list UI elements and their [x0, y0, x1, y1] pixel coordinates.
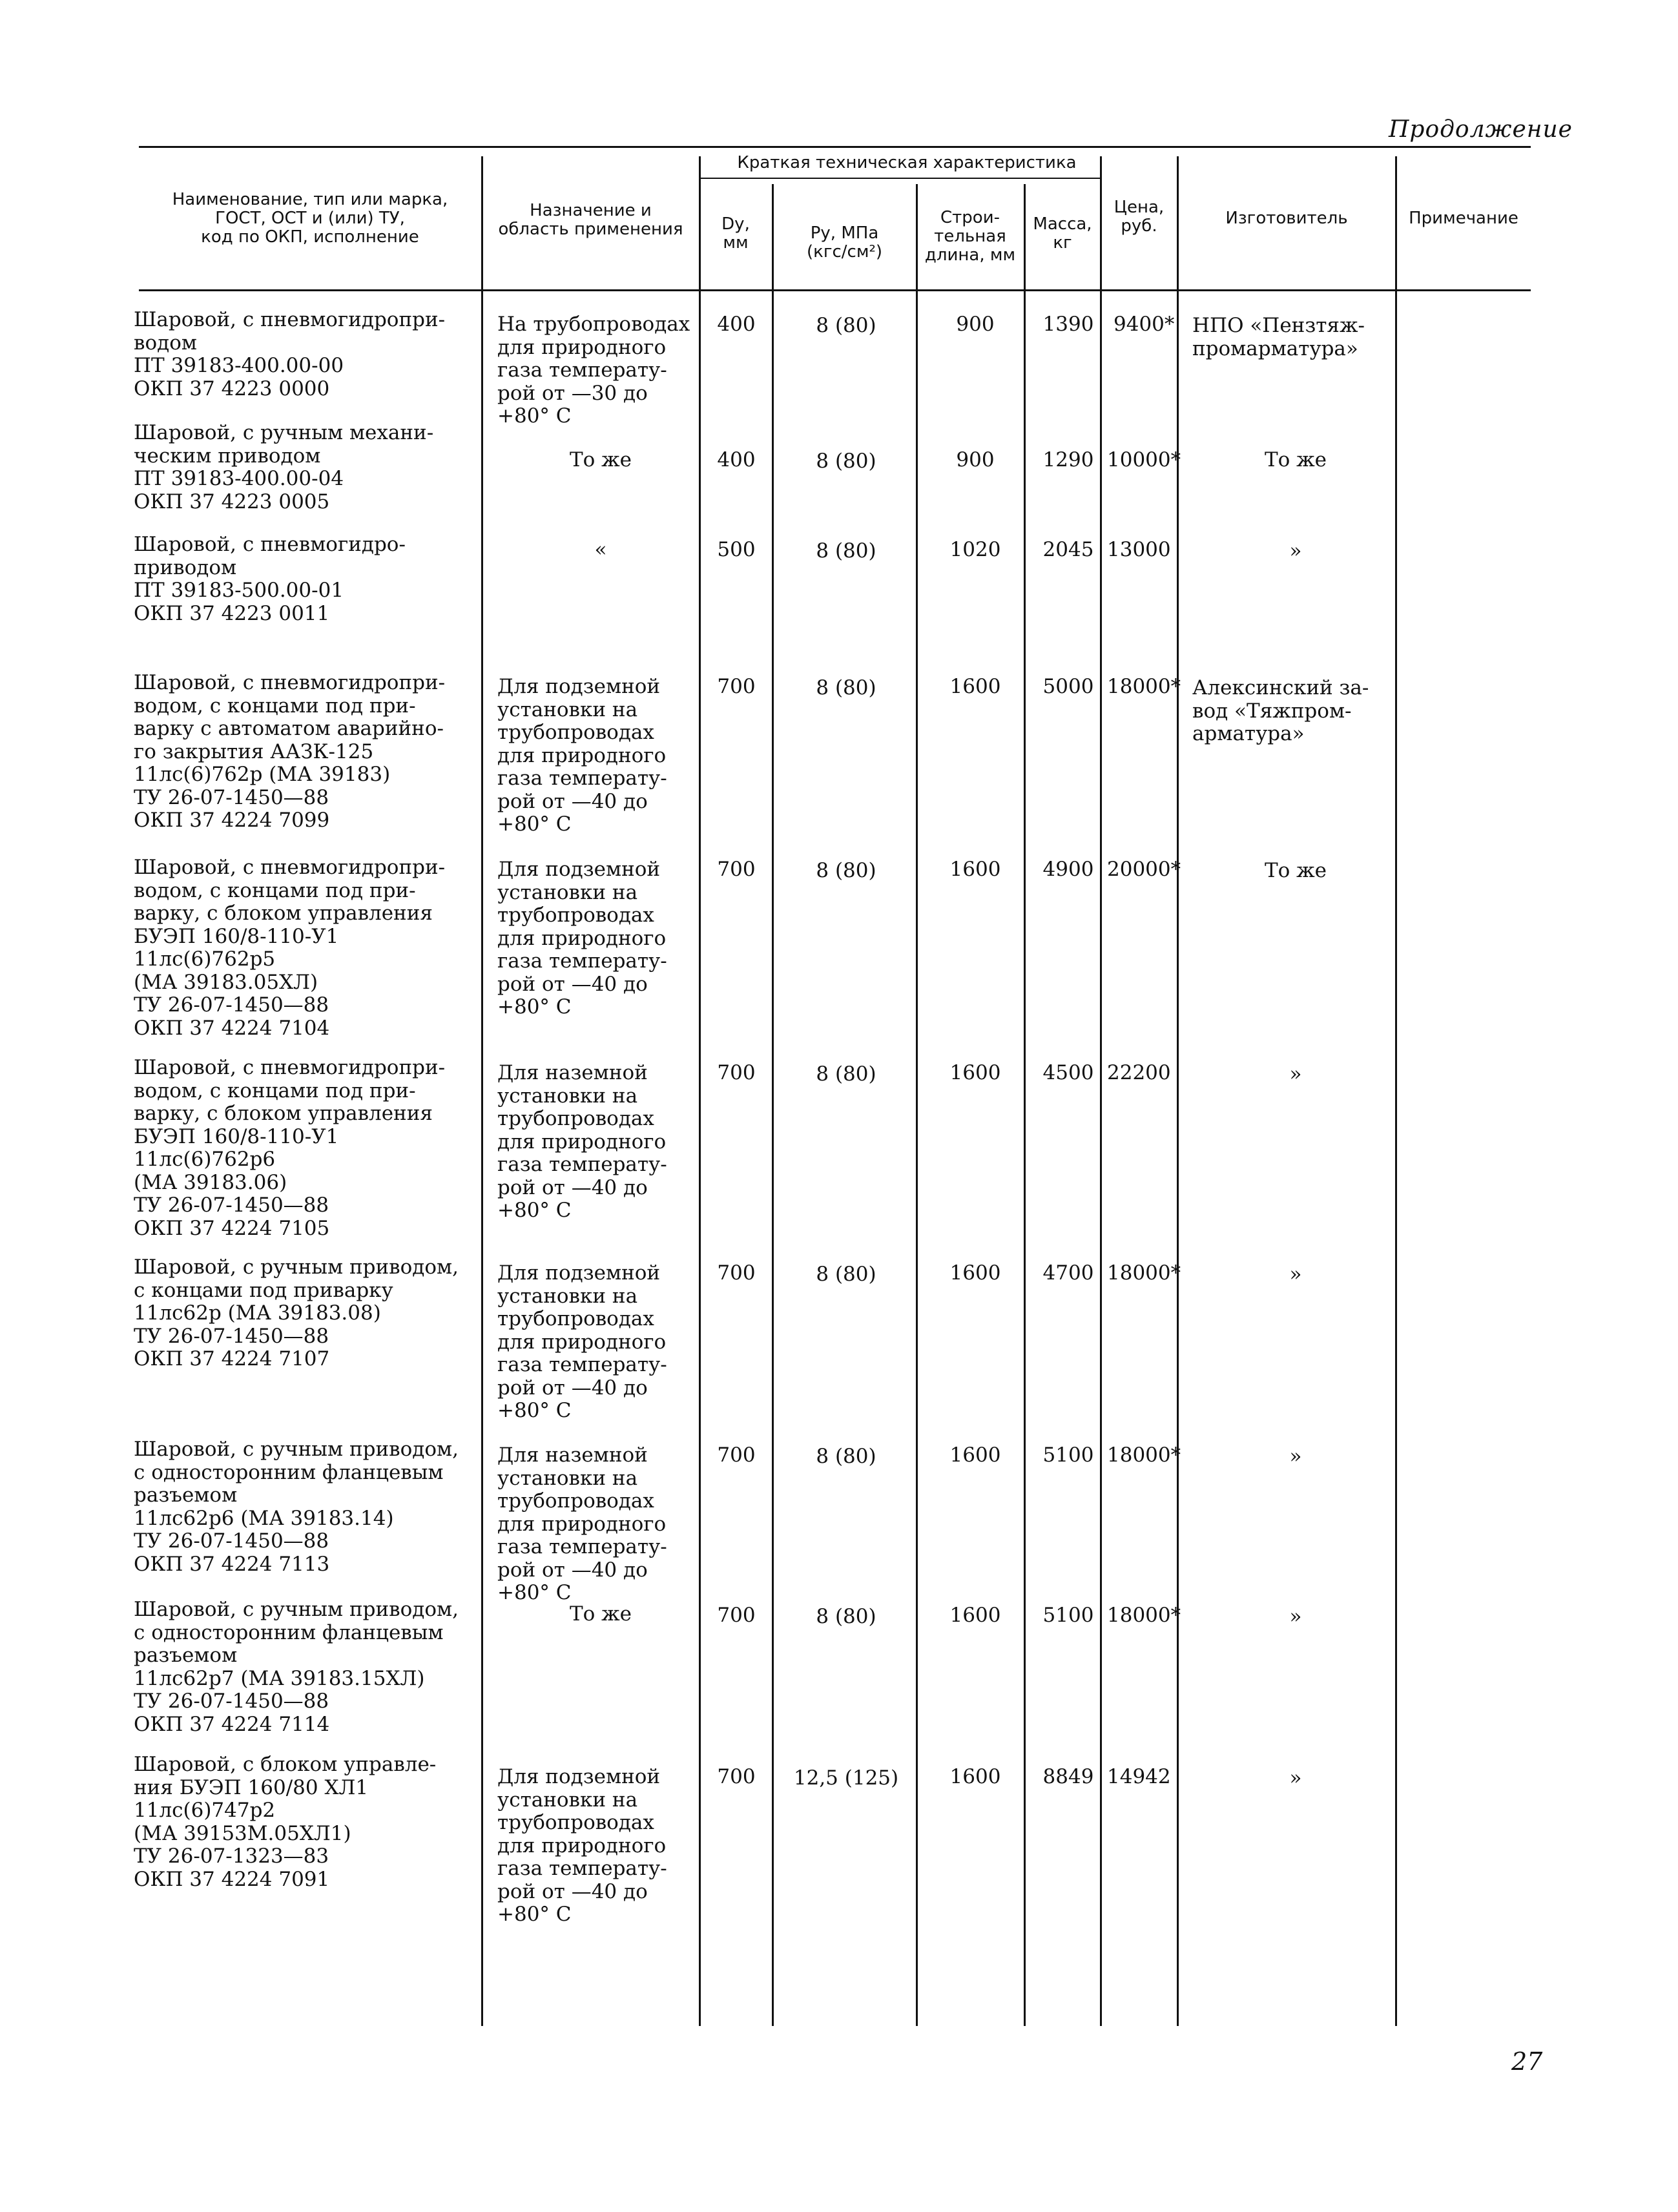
table-row-price: 18000*	[1107, 1261, 1181, 1285]
table-row-py: 8 (80)	[816, 1062, 876, 1086]
table-row-manufacturer: То же	[1264, 448, 1327, 471]
table-row-name: Шаровой, с ручным приводом, с односторонним фланцевым разъемом 11лс62р6 (МА 39183.14) ТУ 26-07-1450—88 ОКП 37 4224 7113	[134, 1438, 459, 1576]
table-row-length: 1600	[949, 858, 1001, 881]
table-row-manufacturer: НПО «Пензтяж- промарматура»	[1192, 314, 1365, 360]
table-row-price: 18000*	[1107, 1443, 1181, 1467]
table-row-dy: 400	[717, 448, 756, 471]
header-mass: Масса, кг	[1033, 214, 1092, 253]
table-row-length: 1600	[949, 1765, 1001, 1788]
table-row-price: 18000*	[1107, 675, 1181, 698]
column-divider	[1395, 156, 1397, 2026]
table-row-mass: 2045	[1042, 538, 1094, 561]
table-row-name: Шаровой, с пневмогидропри- водом, с концами под при- варку, с блоком управления БУЭП 160/8-110-У1 11лс(6)762р5 (МА 39183.05ХЛ) ТУ 26-07-1450—88 ОКП 37 4224 7104	[134, 856, 446, 1040]
table-row-dy: 700	[717, 858, 756, 881]
table-row-py: 8 (80)	[816, 1263, 876, 1286]
table-row-purpose: Для подземной установки на трубопроводах для природного газа температу- рой от —40 до +80° С	[497, 1261, 667, 1422]
table-row-length: 1600	[949, 675, 1001, 698]
table-row-name: Шаровой, с пневмогидропри- водом, с концами под при- варку с автоматом аварийно- го закрытия ААЗК-125 11лс(6)762р (МА 39183) ТУ 26-07-1450—88 ОКП 37 4224 7099	[134, 671, 446, 832]
table-row-dy: 700	[717, 1604, 756, 1627]
table-top-rule	[139, 146, 1531, 148]
page-number: 27	[1511, 2047, 1543, 2076]
header-py: Pу, МПа (кгс/см²)	[806, 223, 883, 262]
table-row-length: 1600	[949, 1604, 1001, 1627]
table-row-name: Шаровой, с пневмогидропри- водом, с концами под при- варку, с блоком управления БУЭП 160/8-110-У1 11лс(6)762р6 (МА 39183.06) ТУ 26-07-1450—88 ОКП 37 4224 7105	[134, 1056, 446, 1240]
table-row-py: 8 (80)	[816, 314, 876, 337]
table-row-length: 900	[956, 313, 995, 336]
table-row-purpose: То же	[569, 1602, 632, 1626]
table-row-py: 8 (80)	[816, 539, 876, 563]
table-row-length: 1600	[949, 1443, 1001, 1467]
table-row-purpose: Для наземной установки на трубопроводах для природного газа температу- рой от —40 до +80° С	[497, 1061, 667, 1222]
header-price: Цена, руб.	[1113, 198, 1165, 236]
table-row-length: 1020	[949, 538, 1001, 561]
table-row-mass: 5000	[1042, 675, 1094, 698]
table-row-purpose: То же	[569, 448, 632, 471]
table-row-py: 8 (80)	[816, 859, 876, 882]
header-manufacturer: Изготовитель	[1225, 209, 1348, 228]
table-row-length: 900	[956, 448, 995, 471]
table-row-mass: 4500	[1042, 1061, 1094, 1084]
table-row-dy: 700	[717, 1765, 756, 1788]
table-row-mass: 1290	[1042, 448, 1094, 471]
table-row-mass: 1390	[1042, 313, 1094, 336]
table-row-purpose: Для подземной установки на трубопроводах для природного газа температу- рой от —40 до +80° С	[497, 675, 667, 836]
table-row-manufacturer: »	[1289, 1766, 1302, 1790]
table-row-purpose: На трубопроводах для природного газа температу- рой от —30 до +80° С	[497, 313, 690, 428]
table-row-name: Шаровой, с пневмогидро- приводом ПТ 39183-500.00-01 ОКП 37 4223 0011	[134, 533, 406, 625]
table-row-length: 1600	[949, 1261, 1001, 1285]
header-length: Строи- тельная длина, мм	[924, 208, 1016, 265]
header-purpose: Назначение и область применения	[498, 201, 683, 240]
table-row-py: 12,5 (125)	[793, 1766, 899, 1790]
table-row-price: 18000*	[1107, 1604, 1181, 1627]
table-row-name: Шаровой, с ручным приводом, с односторонним фланцевым разъемом 11лс62р7 (МА 39183.15ХЛ) ТУ 26-07-1450—88 ОКП 37 4224 7114	[134, 1598, 459, 1736]
table-row-name: Шаровой, с ручным приводом, с концами под приварку 11лс62р (МА 39183.08) ТУ 26-07-1450—88 ОКП 37 4224 7107	[134, 1256, 459, 1370]
table-row-purpose: Для подземной установки на трубопроводах для природного газа температу- рой от —40 до +80° С	[497, 858, 667, 1018]
table-row-mass: 4900	[1042, 858, 1094, 881]
table-row-manufacturer: Алексинский за- вод «Тяжпром- арматура»	[1192, 676, 1369, 745]
table-row-purpose: Для наземной установки на трубопроводах для природного газа температу- рой от —40 до +80° С	[497, 1443, 667, 1604]
table-row-py: 8 (80)	[816, 1445, 876, 1468]
table-row-py: 8 (80)	[816, 1605, 876, 1628]
header-bottom-rule	[139, 289, 1531, 291]
table-row-price: 14942	[1107, 1765, 1171, 1788]
table-row-py: 8 (80)	[816, 676, 876, 699]
header-dy: Dу, мм	[721, 214, 750, 253]
table-row-purpose: Для подземной установки на трубопроводах для природного газа температу- рой от —40 до +80° С	[497, 1765, 667, 1926]
table-row-mass: 4700	[1042, 1261, 1094, 1285]
table-row-price: 20000*	[1107, 858, 1181, 881]
table-row-manufacturer: »	[1289, 1263, 1302, 1286]
table-row-purpose: «	[594, 538, 607, 561]
table-row-manufacturer: То же	[1264, 859, 1327, 882]
table-row-name: Шаровой, с ручным механи- ческим приводом ПТ 39183-400.00-04 ОКП 37 4223 0005	[134, 421, 434, 513]
header-tech-group: Краткая техническая характеристика	[737, 153, 1077, 172]
table-row-price: 22200	[1107, 1061, 1171, 1084]
table-row-manufacturer: »	[1289, 1445, 1302, 1468]
table-row-dy: 700	[717, 675, 756, 698]
continuation-label: Продолжение	[1389, 116, 1573, 143]
table-row-name: Шаровой, с блоком управле- ния БУЭП 160/80 ХЛ1 11лс(6)747р2 (МА 39153М.05ХЛ1) ТУ 26-07-1323—83 ОКП 37 4224 7091	[134, 1753, 437, 1891]
table-row-mass: 5100	[1042, 1604, 1094, 1627]
table-row-manufacturer: »	[1289, 1605, 1302, 1628]
table-row-mass: 8849	[1042, 1765, 1094, 1788]
table-row-manufacturer: »	[1289, 539, 1302, 563]
table-row-dy: 700	[717, 1443, 756, 1467]
table-row-price: 9400*	[1113, 313, 1175, 336]
table-row-py: 8 (80)	[816, 450, 876, 473]
column-divider	[1177, 156, 1179, 2026]
table-row-dy: 700	[717, 1261, 756, 1285]
column-divider	[1024, 184, 1026, 2026]
table-row-mass: 5100	[1042, 1443, 1094, 1467]
column-divider	[1100, 156, 1102, 2026]
table-row-price: 10000*	[1107, 448, 1181, 471]
table-row-dy: 700	[717, 1061, 756, 1084]
table-row-length: 1600	[949, 1061, 1001, 1084]
table-row-dy: 500	[717, 538, 756, 561]
table-row-dy: 400	[717, 313, 756, 336]
table-row-manufacturer: »	[1289, 1062, 1302, 1086]
tech-group-rule	[700, 178, 1101, 179]
table-row-price: 13000	[1107, 538, 1171, 561]
header-note: Примечание	[1409, 209, 1518, 228]
header-name: Наименование, тип или марка, ГОСТ, ОСТ и (или) ТУ, код по ОКП, исполнение	[172, 190, 448, 247]
table-row-name: Шаровой, с пневмогидропри- водом ПТ 39183-400.00-00 ОКП 37 4223 0000	[134, 308, 446, 400]
